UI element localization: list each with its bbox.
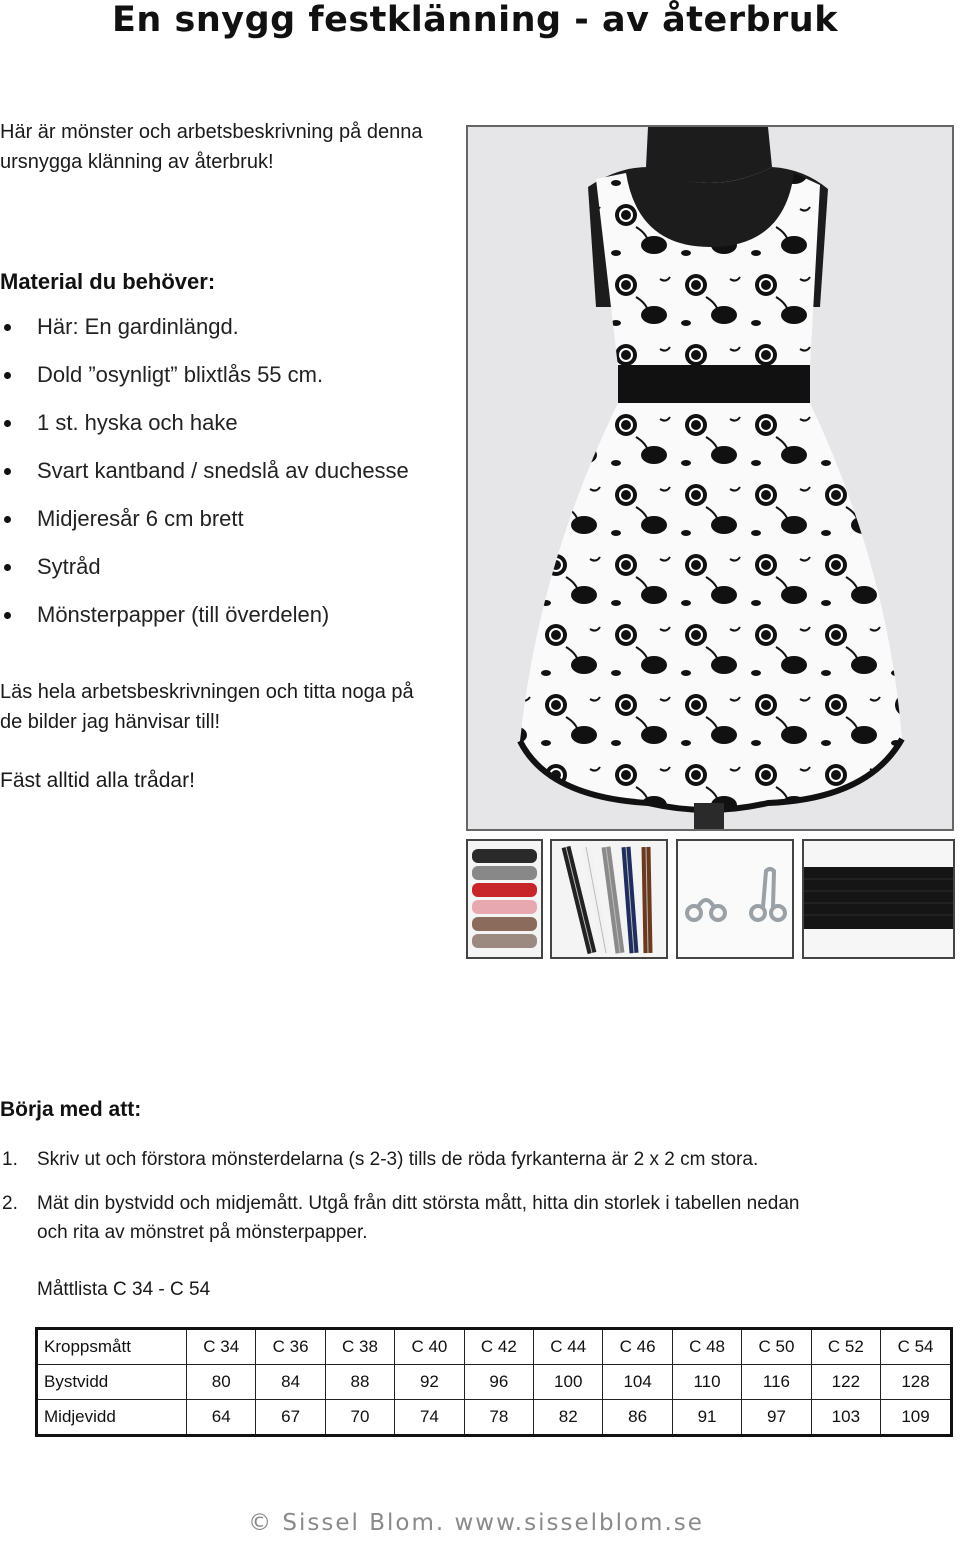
- ribbon-roll: [472, 849, 537, 863]
- ribbon-roll: [472, 917, 537, 931]
- materials-item: Dold ”osynligt” blixtlås 55 cm.: [0, 358, 409, 406]
- dress-illustration: [468, 127, 952, 829]
- table-cell: 100: [534, 1365, 603, 1400]
- table-row: [37, 1365, 952, 1400]
- materials-heading: Material du behöver:: [0, 269, 216, 294]
- table-cell: 91: [672, 1400, 741, 1436]
- table-cell: 88: [325, 1365, 394, 1400]
- table-cell: C 38: [325, 1329, 394, 1365]
- thread-note: Fäst alltid alla trådar!: [0, 769, 195, 792]
- zippers-illustration: [552, 841, 666, 957]
- intro-text: [0, 117, 422, 177]
- materials-item: Sytråd: [0, 550, 409, 598]
- read-note-line-1: Läs hela arbetsbeskrivningen och titta noga på: [0, 681, 414, 703]
- table-cell: 116: [742, 1365, 811, 1400]
- dress-photo: [466, 125, 954, 831]
- step-text-line-1: Mät din bystvidd och midjemått. Utgå från ditt största mått, hitta din storlek i tabellen nedan: [37, 1193, 800, 1214]
- ribbon-thumbnail: [466, 839, 543, 959]
- intro-line-1: Här är mönster och arbetsbeskrivning på denna: [0, 121, 423, 143]
- table-row-label: Bystvidd: [37, 1365, 187, 1400]
- step-number: 2.: [2, 1193, 18, 1214]
- ribbon-rolls-illustration: [468, 841, 541, 957]
- table-cell: C 44: [534, 1329, 603, 1365]
- table-cell: 86: [603, 1400, 672, 1436]
- table-row: [37, 1329, 952, 1365]
- table-cell: 80: [187, 1365, 256, 1400]
- materials-item: Svart kantband / snedslå av duchesse: [0, 454, 409, 502]
- ribbon-roll: [472, 866, 537, 880]
- step-text-line-2: och rita av mönstret på mönsterpapper.: [37, 1222, 368, 1243]
- elastic-band-thumbnail: [802, 839, 955, 959]
- materials-list: [0, 310, 409, 646]
- step-number: 1.: [2, 1149, 18, 1170]
- table-cell: 104: [603, 1365, 672, 1400]
- materials-item: Mönsterpapper (till överdelen): [0, 598, 409, 646]
- ribbon-roll: [472, 883, 537, 897]
- table-row-label: Kroppsmått: [37, 1329, 187, 1365]
- start-heading: Börja med att:: [0, 1098, 142, 1121]
- table-cell: C 36: [256, 1329, 325, 1365]
- materials-item: 1 st. hyska och hake: [0, 406, 409, 454]
- table-cell: C 42: [464, 1329, 533, 1365]
- page-title: En snygg festklänning - av återbruk: [112, 0, 838, 40]
- table-cell: 64: [187, 1400, 256, 1436]
- size-table: [35, 1327, 953, 1437]
- table-cell: C 50: [742, 1329, 811, 1365]
- hook-eye-thumbnail: [676, 839, 794, 959]
- hook-and-eye-illustration: [678, 841, 792, 957]
- table-row: [37, 1400, 952, 1436]
- step-text: Skriv ut och förstora mönsterdelarna (s 2-3) tills de röda fyrkanterna är 2 x 2 cm stora.: [37, 1149, 759, 1170]
- read-note: [0, 677, 414, 737]
- table-cell: 122: [811, 1365, 880, 1400]
- table-cell: C 52: [811, 1329, 880, 1365]
- read-note-line-2: de bilder jag hänvisar till!: [0, 711, 221, 733]
- zipper-thumbnail: [550, 839, 668, 959]
- table-cell: 128: [881, 1365, 952, 1400]
- step-text: [37, 1189, 937, 1247]
- ribbon-roll: [472, 900, 537, 914]
- table-cell: C 40: [395, 1329, 464, 1365]
- table-cell: C 46: [603, 1329, 672, 1365]
- size-table-caption: Måttlista C 34 - C 54: [37, 1279, 211, 1300]
- intro-line-2: ursnygga klänning av återbruk!: [0, 151, 274, 173]
- table-cell: 70: [325, 1400, 394, 1436]
- table-cell: 82: [534, 1400, 603, 1436]
- table-cell: 92: [395, 1365, 464, 1400]
- ribbon-roll: [472, 934, 537, 948]
- table-cell: 103: [811, 1400, 880, 1436]
- table-cell: 97: [742, 1400, 811, 1436]
- table-cell: C 48: [672, 1329, 741, 1365]
- table-cell: 96: [464, 1365, 533, 1400]
- table-cell: C 54: [881, 1329, 952, 1365]
- zipper-teeth: [606, 847, 620, 953]
- table-cell: 67: [256, 1400, 325, 1436]
- elastic-band-illustration: [804, 841, 953, 957]
- table-cell: 78: [464, 1400, 533, 1436]
- materials-item: Här: En gardinlängd.: [0, 310, 409, 358]
- footer-copyright: © Sissel Blom. www.sisselblom.se: [248, 1510, 704, 1536]
- table-row-label: Midjevidd: [37, 1400, 187, 1436]
- table-cell: 74: [395, 1400, 464, 1436]
- table-cell: 109: [881, 1400, 952, 1436]
- table-cell: 84: [256, 1365, 325, 1400]
- materials-item: Midjeresår 6 cm brett: [0, 502, 409, 550]
- table-cell: 110: [672, 1365, 741, 1400]
- table-cell: C 34: [187, 1329, 256, 1365]
